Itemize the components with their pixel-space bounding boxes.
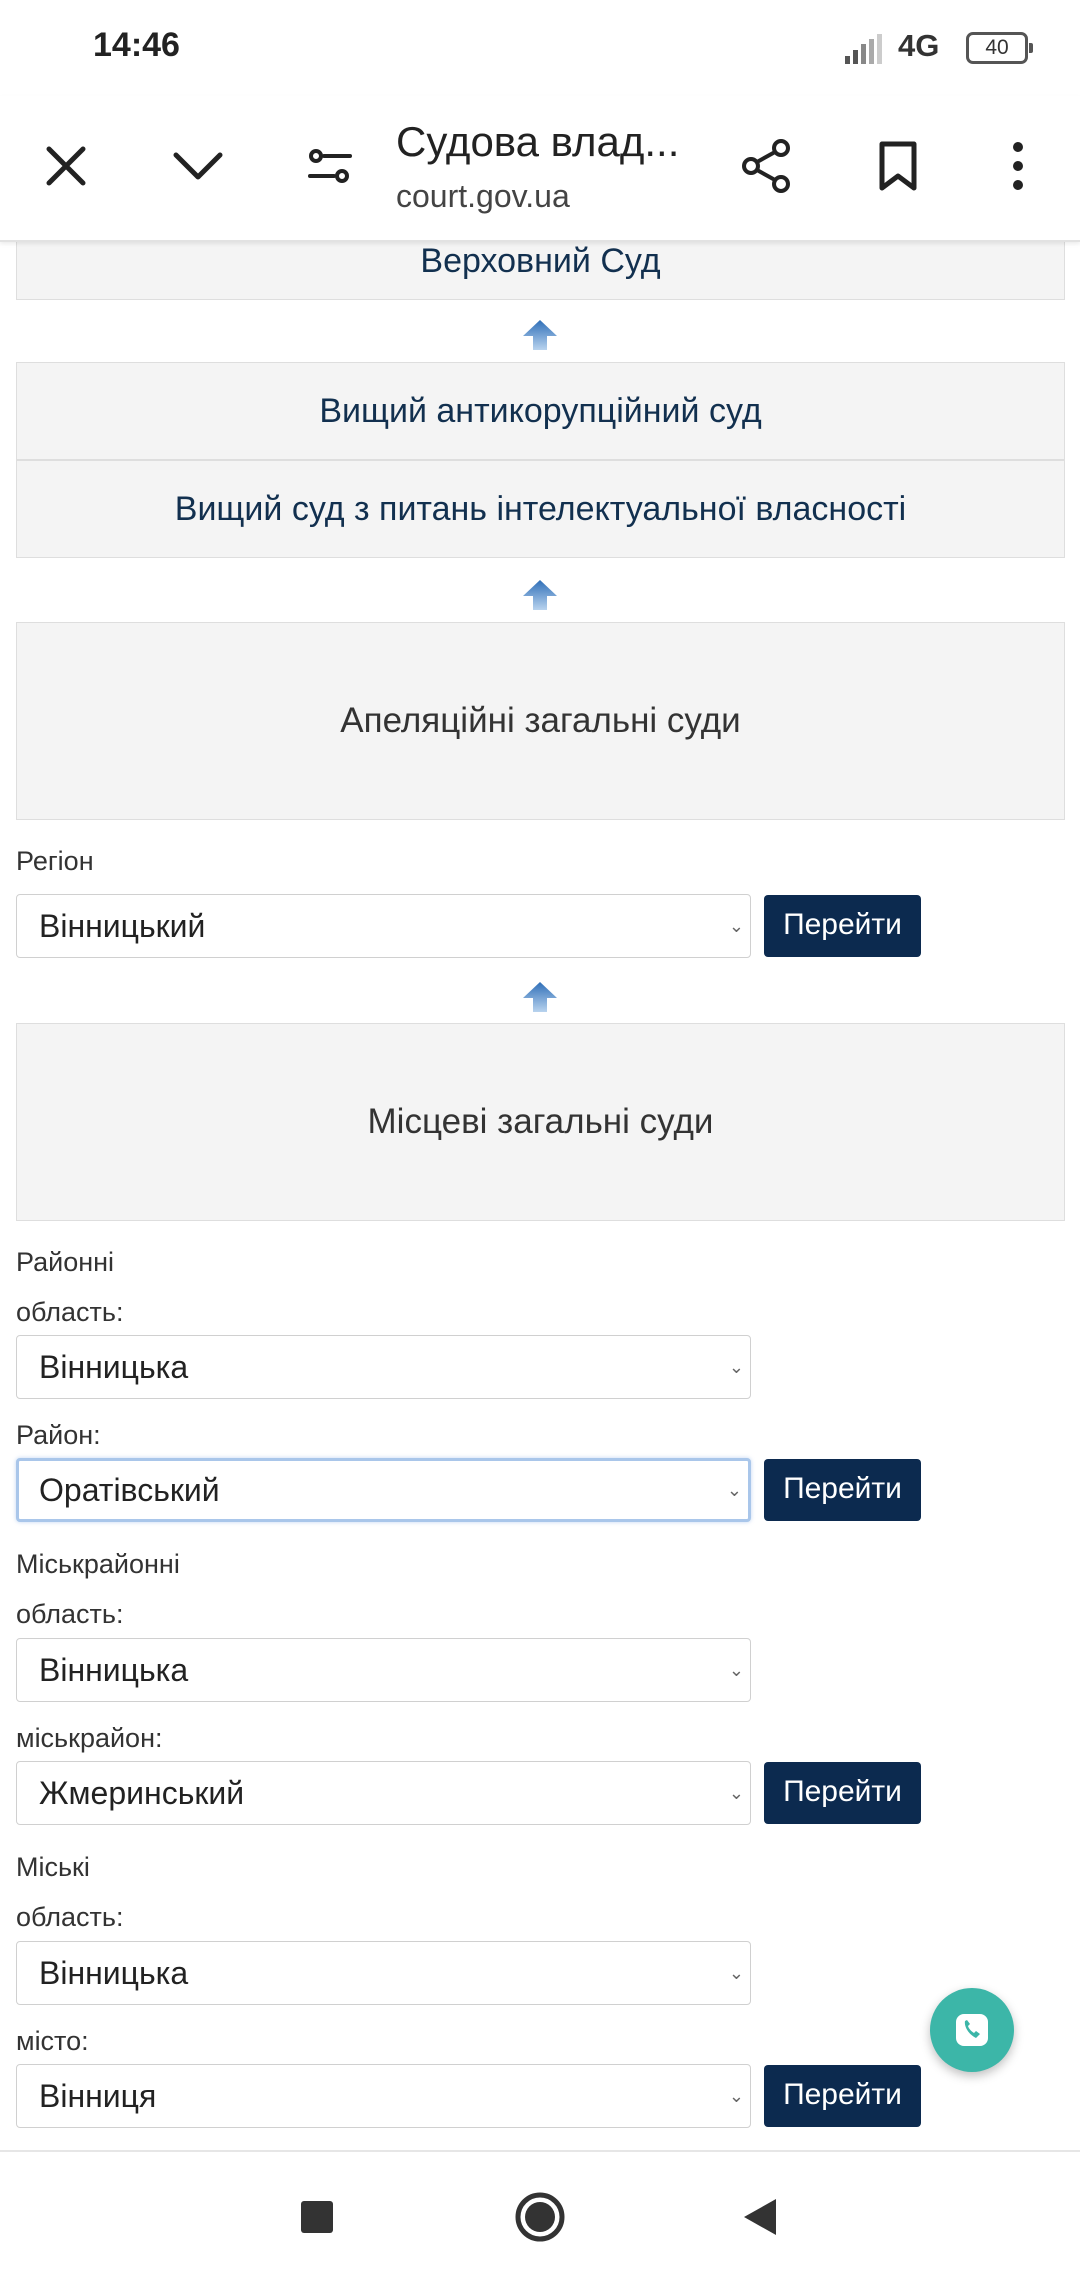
share-icon[interactable] [732,132,800,200]
arrow-up-icon [523,320,557,350]
page-title[interactable]: Судова влад... [396,118,680,165]
more-vert-icon[interactable] [984,132,1052,200]
signal-icon [845,34,885,64]
local-courts-label: Місцеві загальні суди [367,1102,714,1141]
city-district-oblast-select[interactable] [16,1638,751,1702]
appeal-courts-label: Апеляційні загальні суди [340,701,741,740]
city-oblast-value: Вінницька [39,1955,189,1991]
region-label: Регіон [16,846,94,876]
district-heading: Районні [16,1247,115,1277]
square-icon [299,2199,335,2235]
district-oblast-select[interactable] [16,1335,751,1399]
tune-icon[interactable] [296,132,364,200]
page-content [0,242,1080,2142]
status-bar [0,0,1080,96]
city-go-button[interactable]: Перейти [764,2065,921,2127]
close-icon[interactable] [32,132,100,200]
district-select-value: Оратівський [39,1472,220,1508]
region-select[interactable] [16,894,751,958]
chevron-down-icon: ⌄ [728,1357,744,1377]
city-district-go-button[interactable]: Перейти [764,1762,921,1824]
chevron-down-icon: ⌄ [726,1480,742,1500]
chevron-down-icon: ⌄ [728,1783,744,1803]
city-heading: Міські [16,1852,90,1882]
region-go-button[interactable]: Перейти [764,895,921,957]
district-go-button[interactable]: Перейти [764,1459,921,1521]
network-type: 4G [898,28,940,63]
appeal-courts-box [16,622,1065,820]
chevron-down-icon[interactable] [164,132,232,200]
city-oblast-label: область: [16,1902,124,1932]
supreme-court-link[interactable] [16,242,1065,300]
city-select-value: Вінниця [39,2078,157,2114]
city-label: місто: [16,2026,89,2056]
district-label: Район: [16,1420,101,1450]
local-courts-box [16,1023,1065,1221]
city-district-oblast-value: Вінницька [39,1652,189,1688]
arrow-up-icon [523,982,557,1012]
city-district-label: міськрайон: [16,1723,163,1753]
region-select-value: Вінницький [39,908,206,944]
chevron-down-icon: ⌄ [728,1963,744,1983]
city-district-oblast-label: область: [16,1599,124,1629]
arrow-up-icon [523,580,557,610]
supreme-court-label: Верховний Суд [420,242,661,280]
home-button[interactable] [505,2182,575,2252]
chevron-down-icon: ⌄ [728,2086,744,2106]
call-fab-button[interactable] [930,1988,1014,2072]
city-district-heading: Міськрайонні [16,1549,180,1579]
city-district-select-value: Жмеринський [39,1775,245,1811]
bookmark-icon[interactable] [864,132,932,200]
status-time: 14:46 [93,26,180,64]
ip-court-label: Вищий суд з питань інтелектуальної власності [174,489,907,528]
phone-icon [952,2010,992,2050]
back-button[interactable] [725,2182,795,2252]
city-oblast-select[interactable] [16,1941,751,2005]
battery-icon: 40 [966,32,1028,64]
system-nav-bar [0,2150,1080,2280]
recents-button[interactable] [282,2182,352,2252]
ip-court-link[interactable] [16,460,1065,558]
chevron-down-icon: ⌄ [728,1660,744,1680]
page-url[interactable]: court.gov.ua [396,178,570,214]
city-select[interactable] [16,2064,751,2128]
home-circle-icon [514,2191,566,2243]
anticorruption-court-label: Вищий антикорупційний суд [319,391,762,430]
district-select[interactable] [16,1458,751,1522]
anticorruption-court-link[interactable] [16,362,1065,460]
browser-toolbar [0,96,1080,242]
district-oblast-label: область: [16,1297,124,1327]
chevron-down-icon: ⌄ [728,916,744,936]
city-district-select[interactable] [16,1761,751,1825]
district-oblast-value: Вінницька [39,1349,189,1385]
back-triangle-icon [742,2197,778,2237]
